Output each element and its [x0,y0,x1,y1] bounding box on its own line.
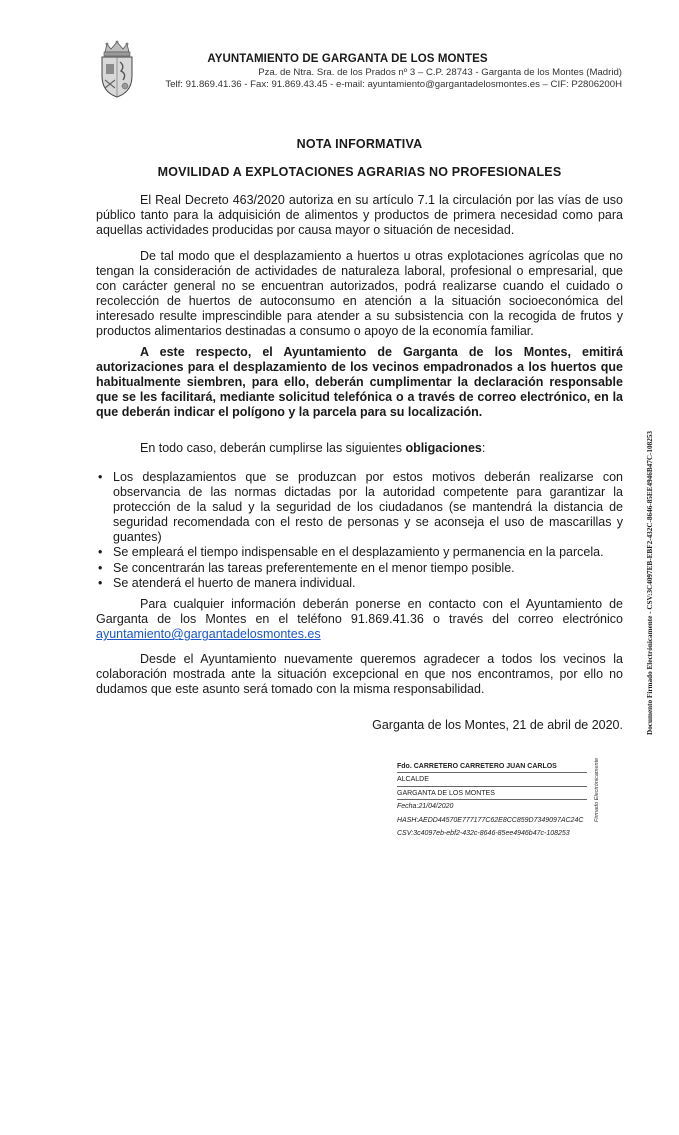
obligations-intro [96,441,623,456]
paragraph-contact [96,597,623,642]
list-item [96,561,623,576]
bullet-icon: • [98,560,103,575]
signer-entity: GARGANTA DE LOS MONTES [397,787,587,800]
paragraph-closing: Desde el Ayuntamiento nuevamente queremos agradecer a todos los vecinos la colaboración mostrada ante la situación excepcional en que nos encontramos, por ello no dudamos que este asunto será tomado con la misma responsabilidad. [96,652,623,697]
paragraph-authorizations: A este respecto, el Ayuntamiento de Garganta de los Montes, emitirá autorizaciones para el desplazamiento de los vecinos empadronados a los huertos que habitualmente siembren, para ello, deberán cumplimentar la declaración responsable que se les facilitará, mediante solicitud telefónica o a través de correo electrónico, en la que deberán indicar el polígono y la parcela para su localización. [96,345,623,420]
municipality-address: Pza. de Ntra. Sra. de los Prados nº 3 – C.P. 28743 - Garganta de los Montes (Madrid) [258,67,622,78]
obligations-list [96,470,623,591]
municipality-name: AYUNTAMIENTO DE GARGANTA DE LOS MONTES [207,53,488,65]
signer-position: ALCALDE [397,773,587,786]
signed-electronically-label: Firmado Electrónicamente [594,757,600,822]
vertical-csv-stamp [646,431,658,1135]
document-title: NOTA INFORMATIVA [296,137,423,151]
paragraph-royal-decree: El Real Decreto 463/2020 autoriza en su artículo 7.1 la circulación por las vías de uso público tanto para la adquisición de alimentos y productos de primera necesidad como para aquellas actividades producidas por causa mayor o situación de necesidad. [96,193,623,238]
electronic-signature-block [397,760,587,840]
list-item [96,576,623,591]
contact-text: Para cualquier información deberán ponerse en contacto con el Ayuntamiento de Garganta de los Montes en el teléfono 91.869.41.36 o través del correo electrónico [96,597,623,627]
obligations-intro-suffix: : [481,441,486,455]
document-subtitle: MOVILIDAD A EXPLOTACIONES AGRARIAS NO PROFESIONALES [157,165,562,179]
obligation-text: Se empleará el tiempo indispensable en el desplazamiento y permanencia en la parcela. [113,545,604,560]
contact-email-link[interactable]: ayuntamiento@gargantadelosmontes.es [96,627,321,642]
list-item [96,470,623,545]
paragraph-displacement: De tal modo que el desplazamiento a huertos u otras explotaciones agrícolas que no tengan la consideración de actividades de naturaleza laboral, profesional o empresarial, que con carácter general no se encuentran autorizados, podrá realizarse cuando el cuidado o recolección de huertos de autoconsumo en atención a la situación socioeconómica del interesado resulte imprescindible para atender a su subsistencia con la recogida de frutos y productos alimentarios destinadas a consumo o apoyo de la economía familiar. [96,249,623,339]
signature-hash: HASH:AEDD44570E777177C62E8CC859D7349097AC24C [397,816,584,824]
signature-csv: CSV:3c4097eb-ebf2-432c-8646-85ee4946b47c-108253 [397,829,570,837]
bullet-icon: • [98,545,103,560]
signature-side-label [572,757,632,824]
place-and-date: Garganta de los Montes, 21 de abril de 2020. [372,718,623,732]
signature-date: Fecha:21/04/2020 [397,803,454,811]
csv-stamp-text: Documento Firmado Electrónicamente - CSV:3C4097EB-EBF2-432C-8646-85EE4946B47C-108253 [646,431,654,735]
obligations-intro-prefix: En todo caso, deberán cumplirse las siguientes [140,441,406,455]
bullet-icon: • [98,470,103,484]
obligation-text: Los desplazamientos que se produzcan por estos motivos deberán realizarse con observancia de las normas dictadas por la autoridad competente para garantizar la protección de la salud y la seguridad de los ciudadanos (se mantendrá la distancia de seguridad recomendada con el resto de personas y se aconseja el uso de mascarillas y guantes) [113,470,623,545]
obligation-text: Se atenderá el huerto de manera individual. [113,575,356,590]
bullet-icon: • [98,575,103,590]
obligations-intro-bold: obligaciones [405,441,482,455]
obligation-text: Se concentrarán las tareas preferentemente en el menor tiempo posible. [113,560,515,575]
list-item [96,545,623,560]
signer-name: Fdo. CARRETERO CARRETERO JUAN CARLOS [397,760,587,773]
municipality-contact: Telf: 91.869.41.36 - Fax: 91.869.43.45 - e-mail: ayuntamiento@gargantadelosmontes.es – CIF: P2806200H [165,79,622,90]
coat-of-arms-icon [97,40,137,98]
